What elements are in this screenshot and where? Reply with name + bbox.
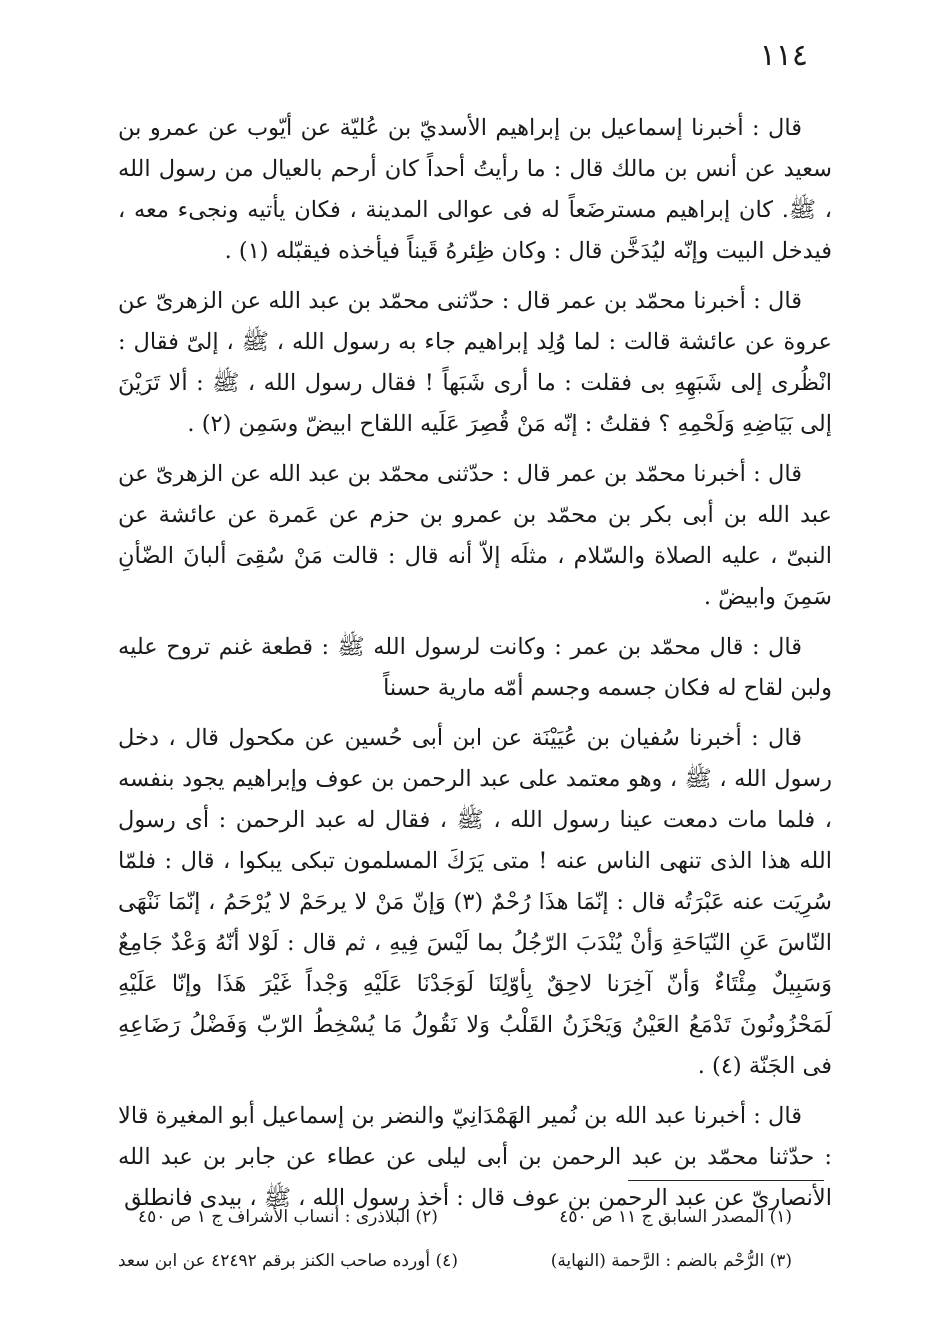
paragraph-1: قال : أخبرنا إسماعيل بن إبراهيم الأسديّ بن عُليّة عن أيّوب عن عمرو بن سعيد عن أنس بن مالك قال : ما رأيتُ أحداً كان أرحم بالعيال من رسول الله ، ﷺ. كان إبراهيم مسترضَعاً له فى عوالى المدينة ، فكان يأتيه ونجىء معه ، فيدخل البيت وإنّه ليُدَخَّن قال : وكان ظِئرهُ قَيناً فيأخذه فيقبّله (١) . <box>118 115 832 264</box>
footnote-3: (٣) الرُّحْم بالضم : الرَّحمة (النهاية) <box>550 1251 792 1271</box>
footnote-row-1 <box>118 1195 832 1239</box>
page-body <box>118 108 832 1228</box>
footnote-1: (١) المصدر السابق ج ١١ ص ٤٥٠ <box>559 1207 792 1227</box>
paragraph-2: قال : أخبرنا محمّد بن عمر قال : حدّثنى محمّد بن عبد الله عن الزهرىّ عن عروة عن عائشة قالت : لما وُلِد إبراهيم جاء به رسول الله ، ﷺ ، إلىّ فقال : انْظُرى إلى شَبَهِهِ بى فقلت : ما أرى شَبَهاً ! فقال رسول الله ، ﷺ : ألا تَرَيْنَ إلى بَيَاضِهِ وَلَحْمِهِ ؟ فقلتُ : إنّه مَنْ قُصِرَ عَلَيه اللقاح ابيضّ وسَمِن (٢) . <box>118 288 832 437</box>
paragraph-4: قال : قال محمّد بن عمر : وكانت لرسول الله ﷺ : قطعة غنم تروح عليه ولبن لقاح له فكان جسمه وجسم أمّه مارية حسناً <box>118 634 832 701</box>
footnote-separator <box>628 1180 824 1181</box>
footnote-4: (٤) أورده صاحب الكنز برقم ٤٢٤٩٢ عن ابن سعد <box>118 1251 458 1271</box>
paragraph-5: قال : أخبرنا سُفيان بن عُيَيْنَة عن ابن أبى حُسين عن مكحول قال ، دخل رسول الله ، ﷺ ، وهو معتمد على عبد الرحمن بن عوف وإبراهيم يجود بنفسه ، فلما مات دمعت عينا رسول الله ، ﷺ ، فقال له عبد الرحمن : أى رسول الله هذا الذى تنهى الناس عنه ! متى يَرَكَ المسلمون تبكى يبكوا ، قال : فلمّا سُرِيَت عنه عَبْرَتُه قال : إنّمَا هذَا رُحْمٌ (٣) وَإنّ مَنْ لا يرحَمْ لا يُرْحَمُ ، إنّمَا نَنْهَى النّاسَ عَنِ النّيَاحَةِ وَأنْ يُنْدَبَ الرّجُلُ بما لَيْسَ فِيهِ ، ثم قال : لَوْلا أنّهُ وَعْدٌ جَامِعٌ وَسَبِيلٌ مِئْتَاءٌ وَأنّ آخِرَنا لاحِقٌ بِأوّلِنَا لَوَجَدْنَا عَلَيْهِ وَجْداً غَيْرَ هَذَا وإنّا عَلَيْهِ لَمَحْزُونُونَ تَدْمَعُ العَيْنُ وَيَحْزَنُ القَلْبُ وَلا نَقُولُ مَا يُسْخِطُ الرّبّ وَفَضْلُ رَضَاعِهِ فى الجَنّة (٤) . <box>118 725 832 1079</box>
footnotes <box>118 1195 832 1283</box>
footnote-2: (٢) البلاذرى : أنساب الأشراف ج ١ ص ٤٥٠ <box>138 1207 438 1227</box>
page-number: ١١٤ <box>759 38 808 73</box>
paragraph-3: قال : أخبرنا محمّد بن عمر قال : حدّثنى محمّد بن عبد الله عن الزهرىّ عن عبد الله بن أبى بكر بن محمّد بن عمرو بن حزم عن عَمرة عن عائشة عن النبىّ ، عليه الصلاة والسّلام ، مثلَه إلاّ أنه قال : قالت مَنْ سُقِىَ ألبانَ الضّأنِ سَمِنَ وابيضّ . <box>118 461 832 610</box>
footnote-row-2 <box>118 1239 832 1283</box>
paragraph-6: قال : أخبرنا عبد الله بن نُمير الهَمْدَانِيّ والنضر بن إسماعيل أبو المغيرة قالا : حدّثنا محمّد بن عبد الرحمن بن أبى ليلى عن عطاء عن جابر بن عبد الله الأنصارىّ عن عبد الرحمن بن عوف قال : أخذ رسول الله ، ﷺ ، بيدى فانطلق <box>118 1103 832 1211</box>
